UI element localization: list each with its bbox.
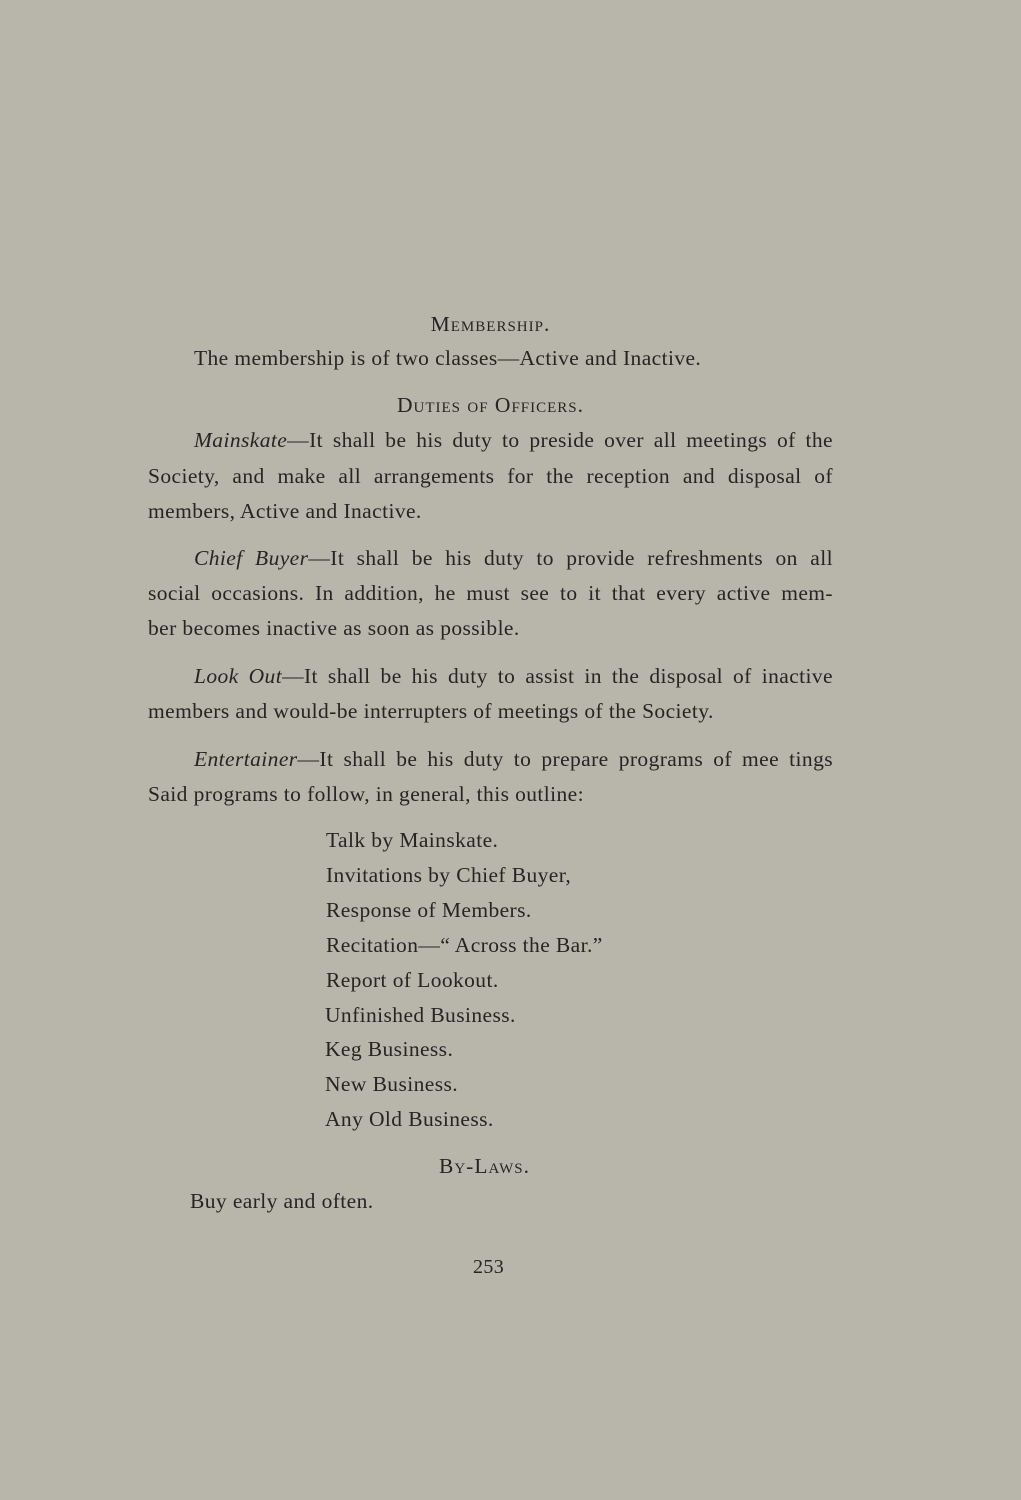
mainskate-title: Mainskate bbox=[194, 428, 288, 452]
outline-item: Unfinished Business. bbox=[325, 1003, 516, 1027]
mainskate-line-3: members, Active and Inactive. bbox=[148, 499, 422, 523]
text: —It shall be his duty to preside over all meetings of the bbox=[287, 428, 833, 452]
bylaws-text: Buy early and often. bbox=[190, 1189, 374, 1213]
chief-buyer-line-3: ber becomes inactive as soon as possible. bbox=[148, 616, 520, 640]
chief-buyer-line-2: social occasions. In addition, he must see to it that every active mem- bbox=[148, 581, 833, 605]
entertainer-line-1 bbox=[194, 745, 833, 773]
look-out-title: Look Out bbox=[194, 664, 283, 688]
outline-item: New Business. bbox=[325, 1072, 459, 1096]
page-number: 253 bbox=[473, 1256, 505, 1278]
text: —It shall be his duty to provide refreshments on all bbox=[308, 546, 833, 570]
duties-heading: Duties of Officers. bbox=[396, 393, 585, 417]
outline-item: Invitations by Chief Buyer, bbox=[326, 863, 572, 887]
membership-text: The membership is of two classes—Active and Inactive. bbox=[194, 346, 702, 370]
bylaws-heading: By-Laws. bbox=[439, 1154, 530, 1178]
look-out-line-1 bbox=[194, 662, 833, 690]
chief-buyer-title: Chief Buyer bbox=[194, 546, 309, 570]
mainskate-line-2: Society, and make all arrangements for the reception and disposal of bbox=[148, 464, 833, 488]
mainskate-line-1 bbox=[194, 426, 833, 454]
outline-item: Report of Lookout. bbox=[326, 968, 499, 992]
text: —It shall be his duty to prepare programs of mee tings bbox=[297, 747, 833, 771]
text: —It shall be his duty to assist in the disposal of inactive bbox=[282, 664, 834, 688]
outline-item: Talk by Mainskate. bbox=[326, 828, 499, 852]
membership-heading: Membership. bbox=[430, 312, 551, 336]
outline-item: Any Old Business. bbox=[325, 1107, 494, 1131]
look-out-line-2: members and would-be interrupters of meetings of the Society. bbox=[148, 699, 714, 723]
outline-item: Keg Business. bbox=[325, 1037, 454, 1061]
outline-item: Recitation—“ Across the Bar.” bbox=[326, 933, 603, 957]
entertainer-line-2: Said programs to follow, in general, this outline: bbox=[148, 782, 584, 806]
entertainer-title: Entertainer bbox=[194, 747, 298, 771]
outline-item: Response of Members. bbox=[326, 898, 532, 922]
chief-buyer-line-1 bbox=[194, 544, 833, 572]
